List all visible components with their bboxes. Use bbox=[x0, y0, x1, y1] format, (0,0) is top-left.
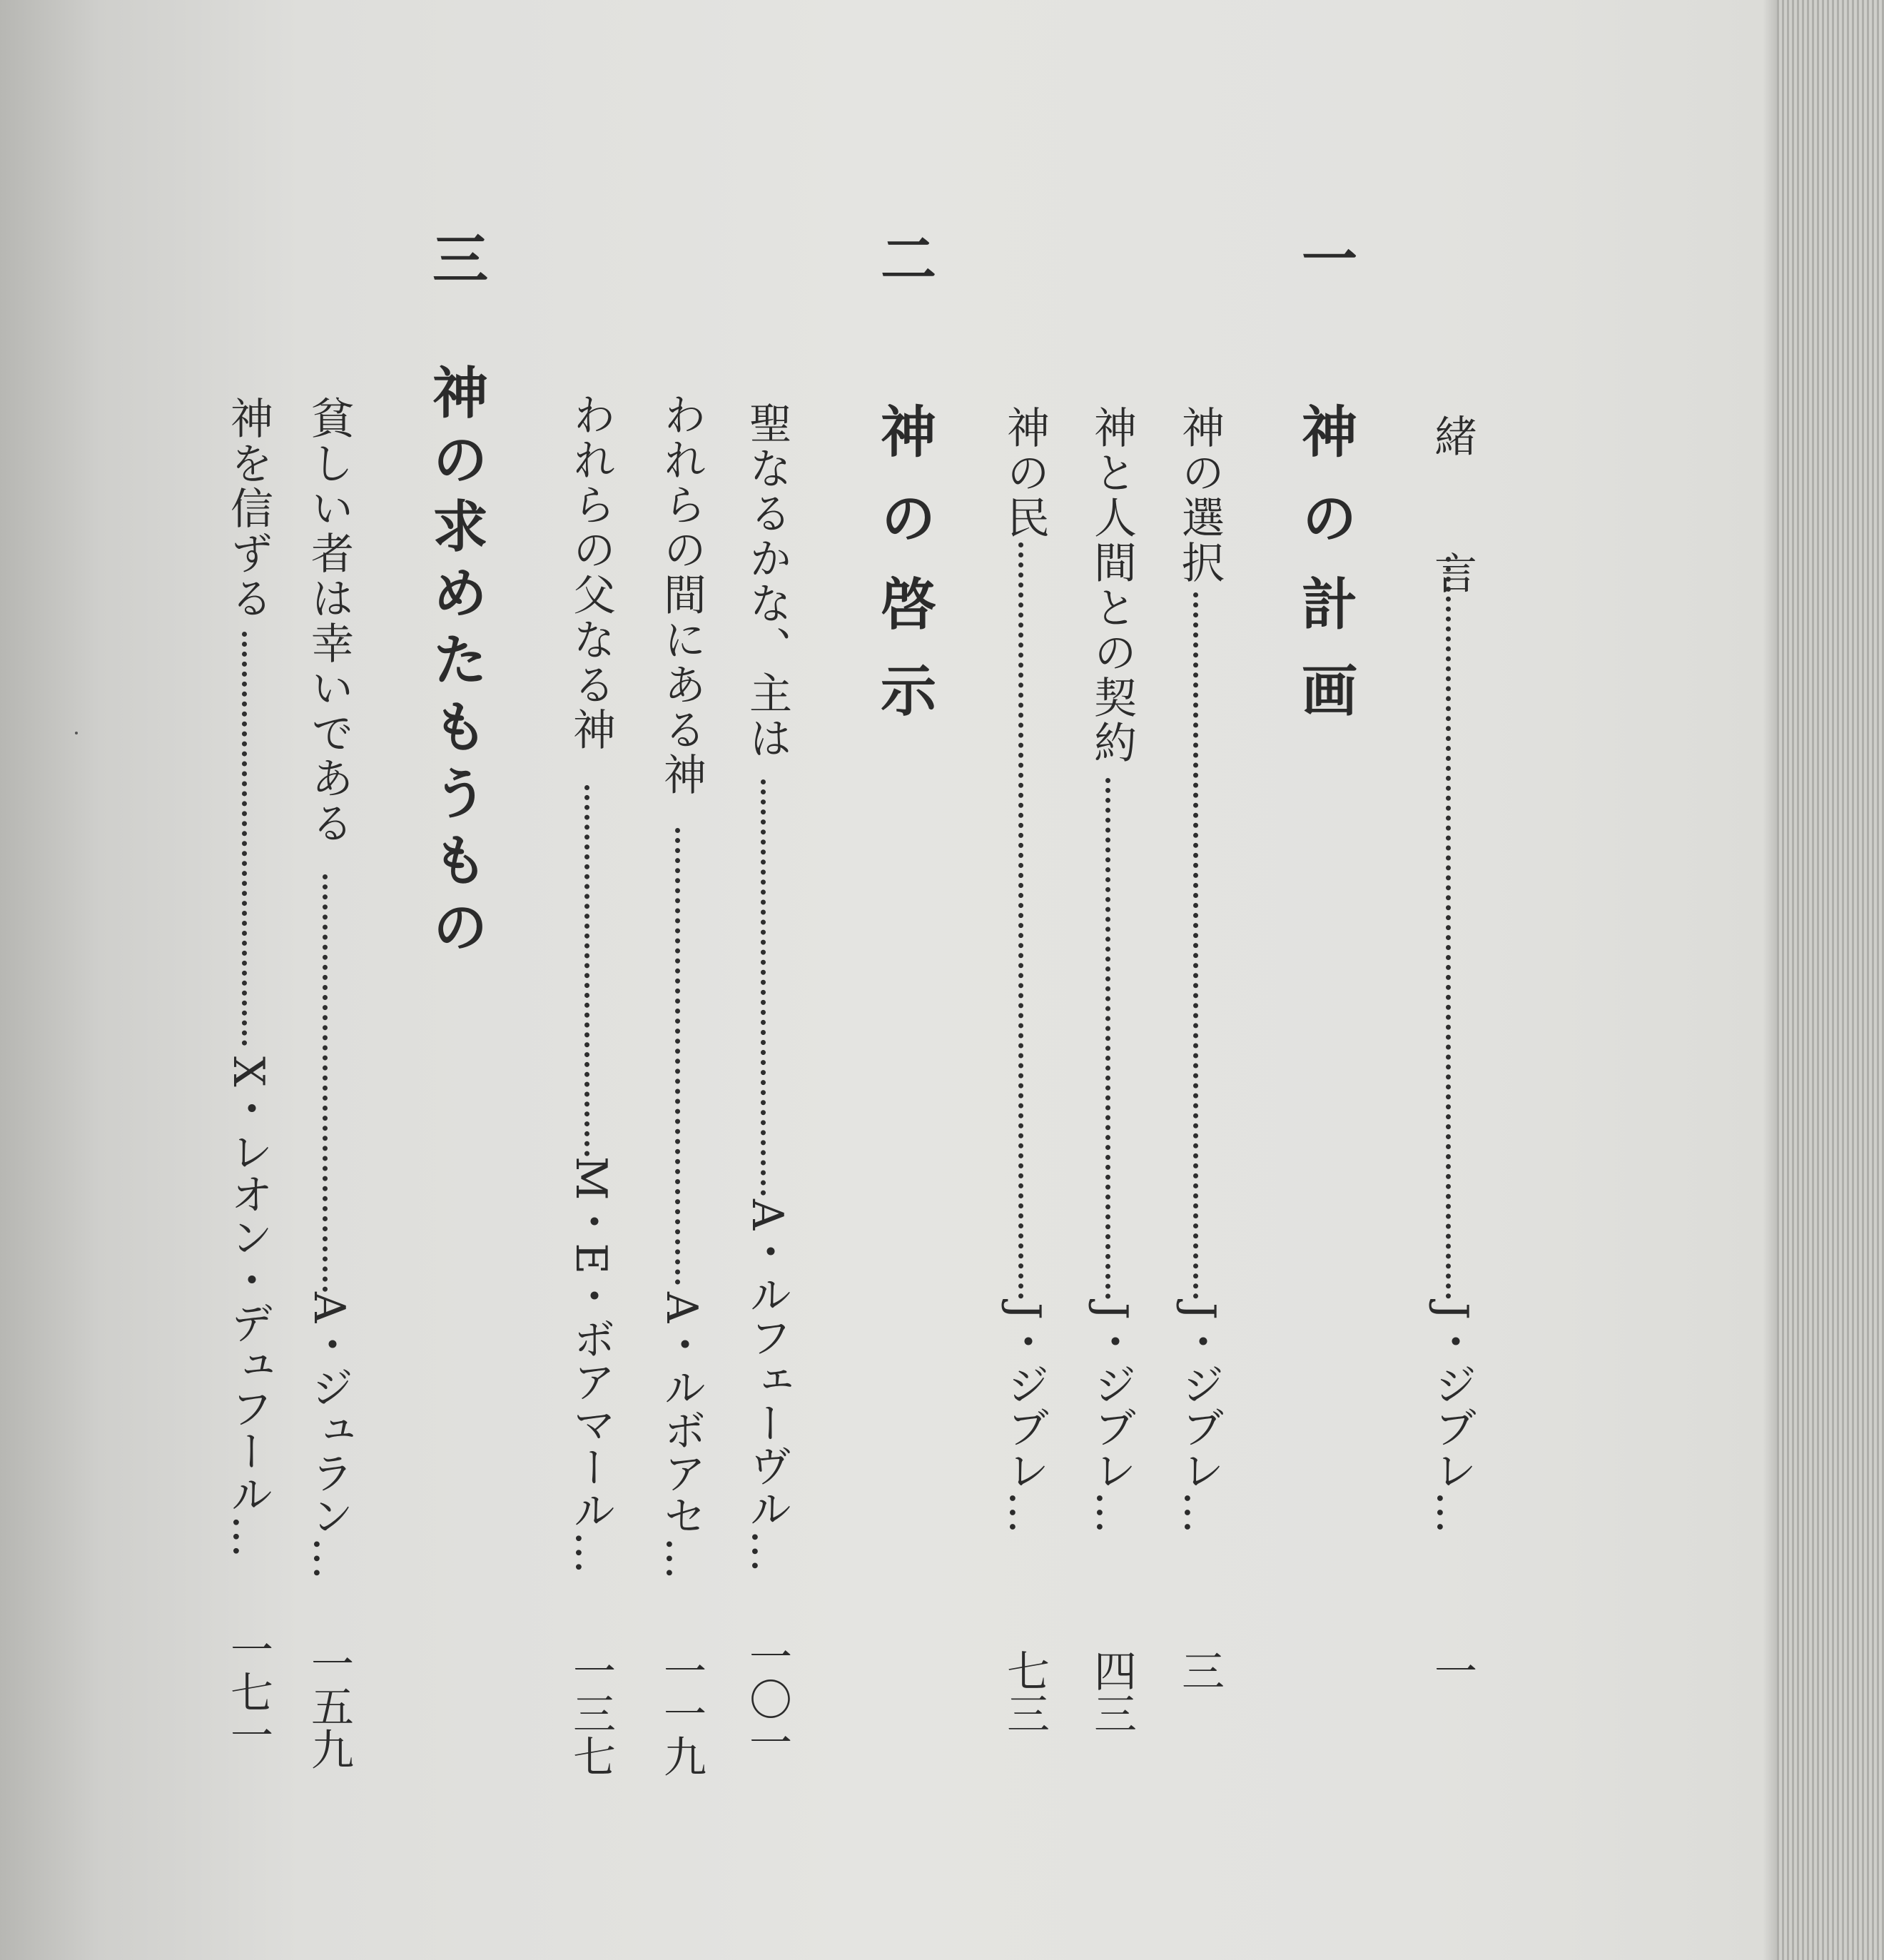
entry-title: われらの父なる神 bbox=[566, 393, 616, 752]
entry-title: 聖なるかな、主は bbox=[742, 401, 792, 761]
entry-page: 一一九 bbox=[657, 1649, 706, 1777]
entry-page: 一〇一 bbox=[742, 1635, 792, 1763]
paper-speck bbox=[75, 732, 78, 734]
entry-author: J・ジブレ… bbox=[1427, 1303, 1477, 1535]
entry-page: 一三七 bbox=[566, 1649, 616, 1777]
entry-page: 四三 bbox=[1087, 1649, 1137, 1734]
entry-author: A・ジュラン… bbox=[304, 1292, 354, 1580]
entry-author: J・ジブレ… bbox=[1175, 1303, 1225, 1535]
dot-leader bbox=[1018, 542, 1023, 1299]
entry-author: A・ルボアセ… bbox=[657, 1292, 706, 1580]
entry-title: われらの間にある神 bbox=[657, 393, 706, 797]
dot-leader bbox=[1193, 592, 1198, 1299]
page-edges bbox=[1777, 0, 1884, 1960]
entry-title: 神を信ずる bbox=[223, 396, 273, 621]
entry-page: 一 bbox=[1427, 1649, 1477, 1692]
dot-leader bbox=[584, 785, 589, 1156]
entry-author: J・ジブレ… bbox=[1000, 1303, 1050, 1535]
entry-page: 三 bbox=[1175, 1649, 1225, 1692]
dot-leader bbox=[1105, 778, 1110, 1299]
entry-author: X・レオン・デュフール… bbox=[223, 1056, 273, 1558]
entry-page: 一七一 bbox=[223, 1627, 273, 1756]
entry-page: 七三 bbox=[1000, 1649, 1050, 1734]
dot-leader bbox=[761, 779, 766, 1196]
entry-title: 神の民 bbox=[1000, 405, 1050, 540]
part-heading: 二 神の啓示 bbox=[871, 230, 936, 748]
dot-leader bbox=[242, 632, 247, 1046]
entry-author: A・ルフェーヴル… bbox=[742, 1199, 792, 1573]
entry-title: 神と人間との契約 bbox=[1087, 405, 1137, 765]
dot-leader bbox=[323, 874, 328, 1292]
part-heading: 一 神の計画 bbox=[1292, 230, 1357, 748]
entry-title: 貧しい者は幸いである bbox=[304, 396, 354, 846]
entry-title: 神の選択 bbox=[1175, 405, 1225, 585]
dot-leader bbox=[675, 828, 680, 1285]
entry-title: 緒 言 bbox=[1427, 414, 1477, 620]
entry-author: M・E・ボアマール… bbox=[566, 1156, 616, 1575]
dot-leader bbox=[1446, 557, 1451, 1299]
entry-page: 一五九 bbox=[304, 1642, 354, 1770]
part-heading: 三 神の求めたもうもの bbox=[423, 230, 488, 965]
entry-author: J・ジブレ… bbox=[1087, 1303, 1137, 1535]
